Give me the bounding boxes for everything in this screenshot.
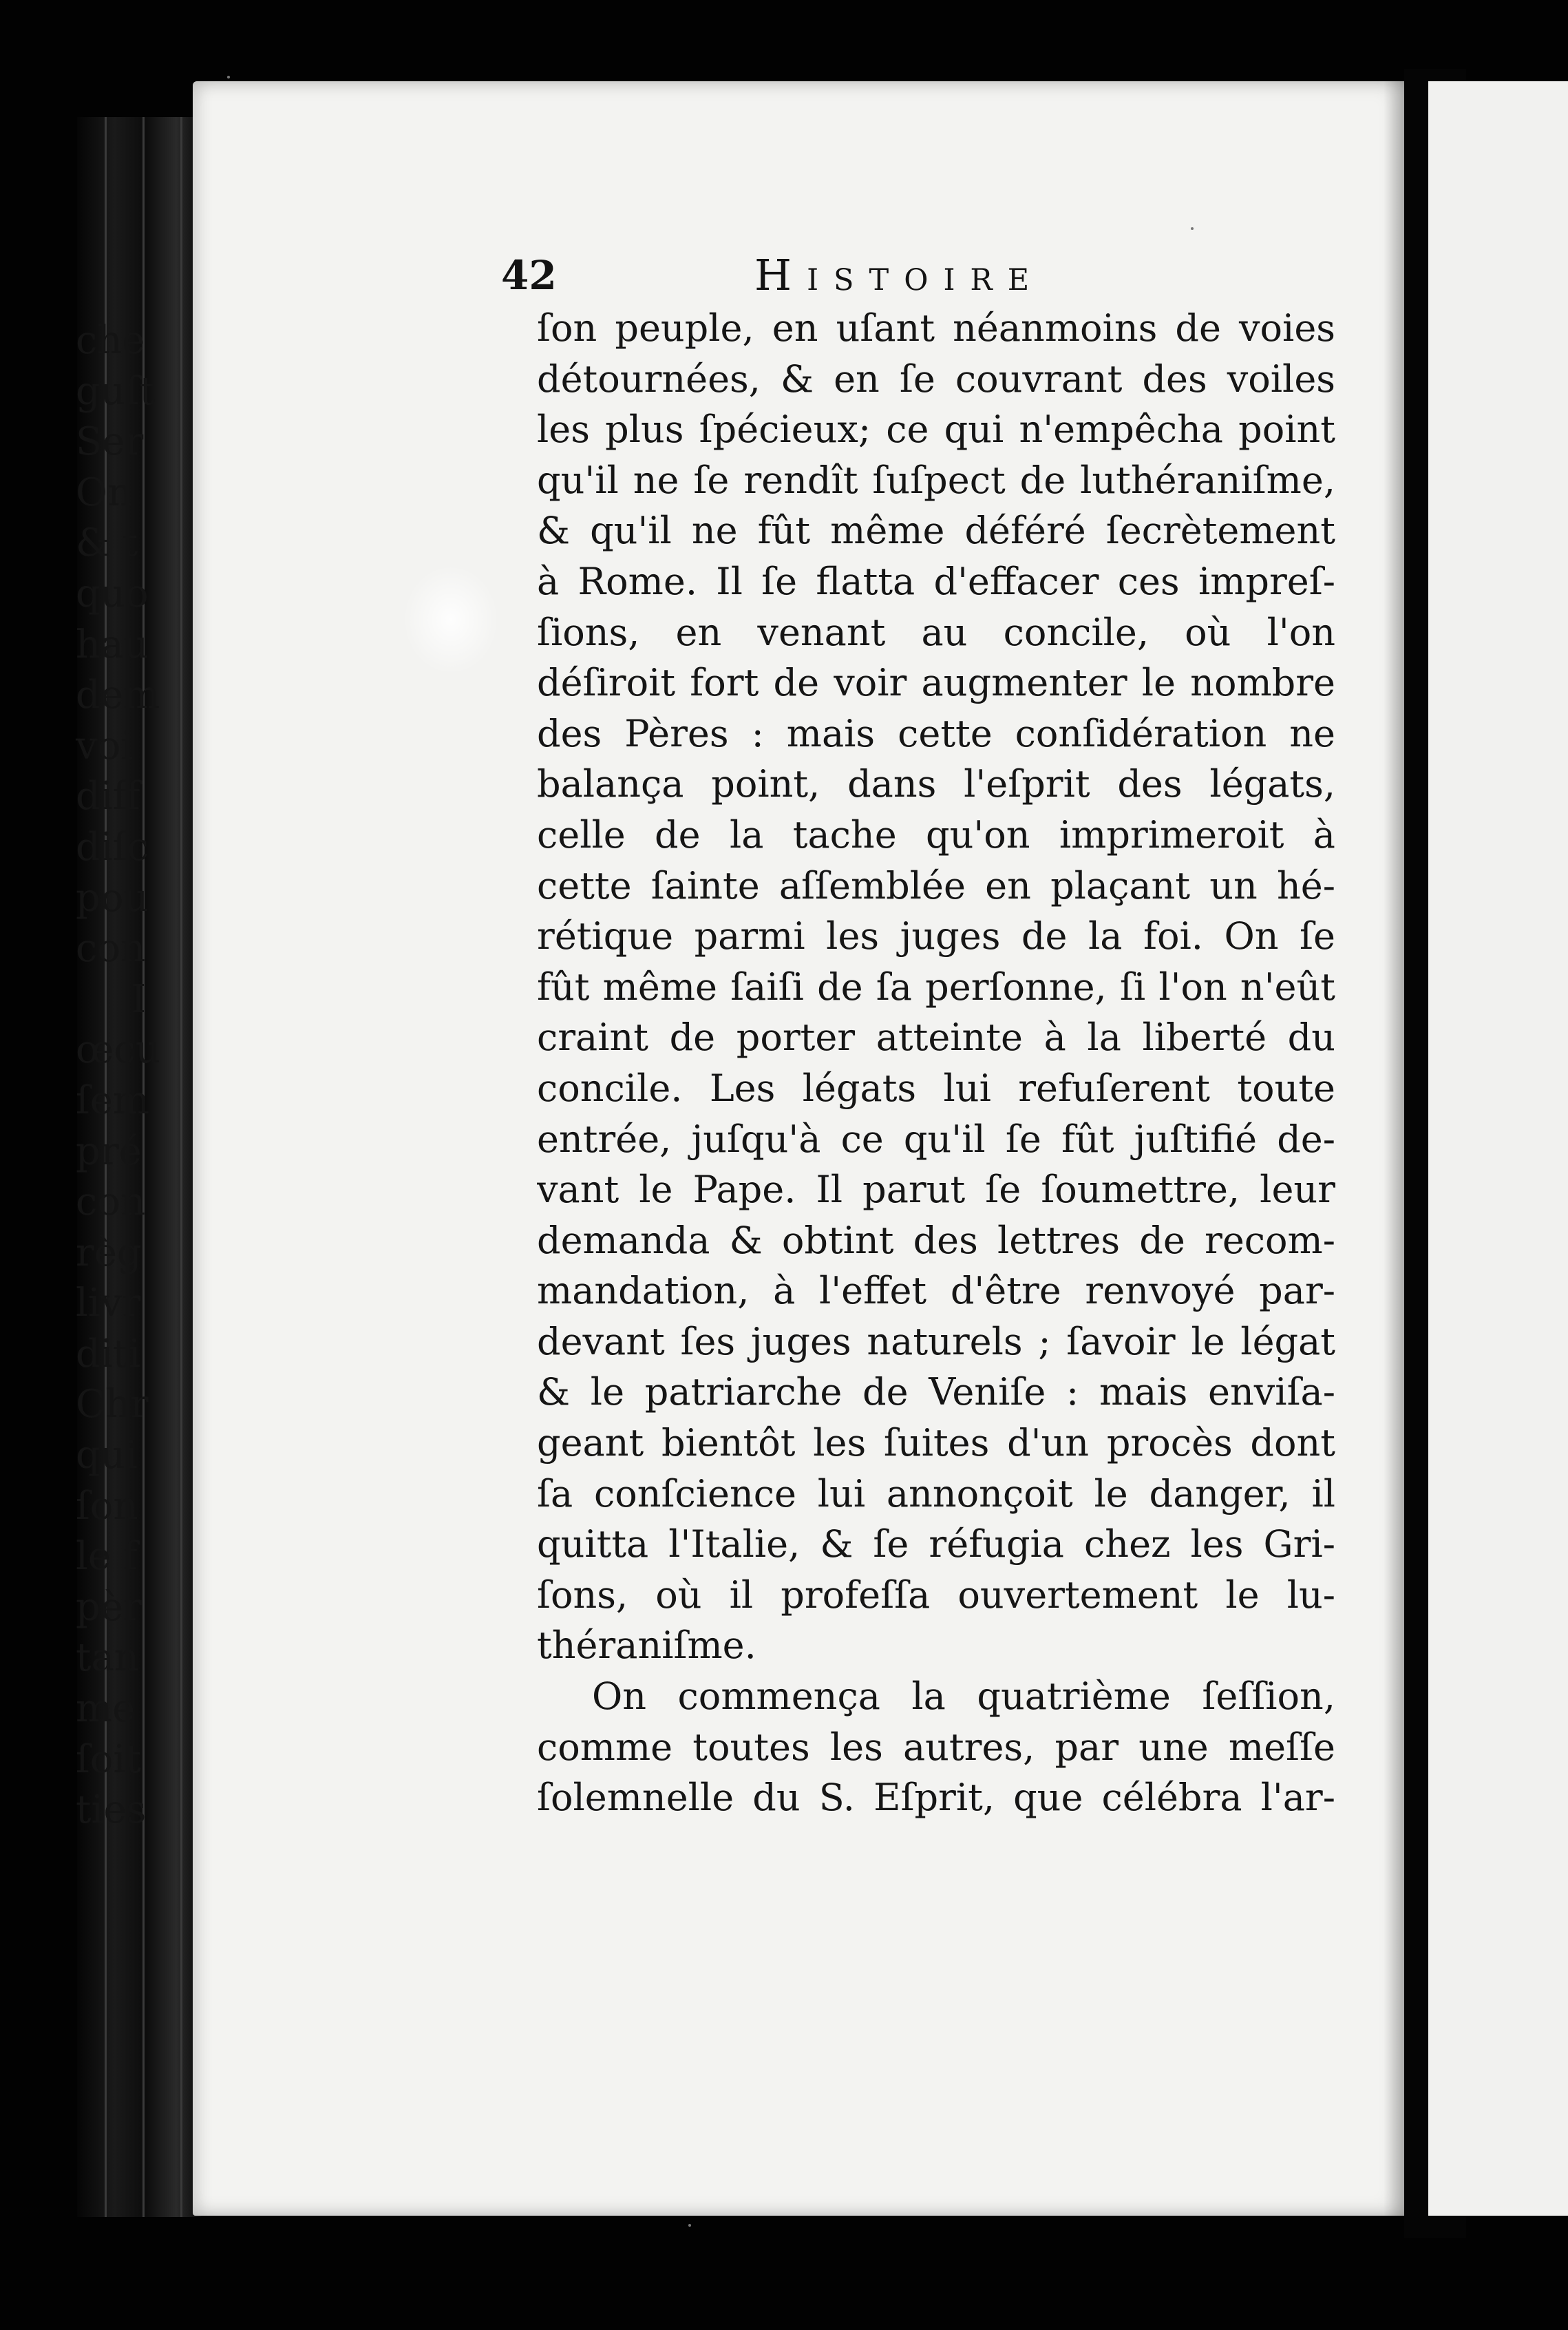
facing-page-text [76,315,160,1836]
facing-text-fragment: tan [76,1635,139,1681]
dust-speck [227,76,230,78]
text-line: rétique parmi les juges de la foi. On ſe [537,914,1335,958]
text-line: concile. Les légats lui refuſerent toute [537,1066,1335,1110]
text-line: demanda & obtint des lettres de recom- [537,1218,1335,1262]
facing-text-fragment: quo [76,571,149,616]
text-line: craint de porter atteinte à la liberté du [537,1016,1335,1060]
text-line: fût même ſaiſi de ſa perſonne, ſi l'on n'eût [537,965,1335,1009]
text-line: geant bientôt les ſuites d'un procès dont [537,1421,1335,1465]
paragraph-end-line: théraniſme. [537,1624,756,1668]
facing-text-fragment: & t [76,521,138,566]
text-line: ſon peuple, en uſant néanmoins de voies [537,306,1335,350]
facing-page [1428,81,1568,2216]
text-line: comme toutes les autres, par une meſſe [537,1725,1335,1769]
facing-text-fragment: ſon [76,1483,138,1529]
facing-text-fragment: ties [76,1787,147,1833]
text-line: détournées, & en ſe couvrant des voiles [537,357,1335,401]
facing-text-fragment: diff [76,774,140,819]
facing-text-fragment: che [76,318,145,363]
facing-text-fragment: con [76,1179,146,1225]
facing-text-fragment: qui [76,1433,138,1478]
body-text [537,303,1335,1823]
facing-text-fragment: œcu [76,1027,160,1073]
text-line: entrée, juſqu'à ce qu'il ſe fût juſtifié de- [537,1117,1335,1161]
text-line: & qu'il ne fût même déféré ſecrètement [537,509,1335,553]
spine-edge-line [180,117,182,2217]
facing-text-fragment: me [76,1686,136,1732]
facing-text-fragment: pou [76,875,149,921]
page-number: 42 [501,252,557,299]
facing-text-fragment: Chr [76,1382,149,1427]
text-line: cette ſainte aſſemblée en plaçant un hé- [537,863,1335,907]
facing-text-fragment: pèr [76,1584,142,1630]
text-line: ſa conſcience lui annonçoit le danger, il [537,1471,1335,1515]
facing-text-fragment: guſt [76,368,156,414]
text-line: mandation, à l'effet d'être renvoyé par- [537,1269,1335,1313]
facing-text-fragment: hau [76,622,149,667]
facing-text-fragment: con [76,926,146,972]
running-title: Histoire [754,250,1045,300]
facing-text-fragment: I [131,976,147,1022]
text-line: devant ſes juges naturels ; ſavoir le légat [537,1319,1335,1363]
text-line: & le patriarche de Veniſe : mais enviſa- [537,1370,1335,1414]
facing-text-fragment: dem [76,673,160,718]
text-line: quitta l'Italie, & ſe réfugia chez les Gri- [537,1522,1335,1566]
facing-text-fragment: règ [76,1230,142,1275]
text-line: des Pères : mais cette conſidération ne [537,711,1335,755]
facing-text-fragment: ſem [76,1078,149,1123]
facing-text-fragment: livr [76,1281,141,1326]
facing-text-fragment: On [76,470,132,515]
dust-speck [688,2224,691,2227]
facing-text-fragment: diti [76,1331,141,1376]
facing-text-fragment: le f [76,1534,138,1579]
text-line: les plus ſpécieux; ce qui n'empêcha point [537,408,1335,452]
facing-text-fragment: Ser [76,419,144,465]
text-line: qu'il ne ſe rendît ſuſpect de luthéraniſme, [537,458,1335,502]
text-line: à Rome. Il ſe flatta d'effacer ces impreſ- [537,559,1335,603]
text-line: ſolemnelle du S. Eſprit, que célébra l'ar- [537,1776,1335,1820]
facing-text-fragment: voi [76,723,134,768]
text-line: déſiroit fort de voir augmenter le nombre [537,661,1335,705]
text-line: ſons, où il profeſſa ouvertement le lu- [537,1573,1335,1617]
text-line: balança point, dans l'eſprit des légats, [537,762,1335,806]
text-line: vant le Pape. Il parut ſe ſoumettre, leur [537,1168,1335,1212]
dust-speck [1191,227,1194,230]
text-line: celle de la tache qu'on imprimeroit à [537,812,1335,857]
facing-text-fragment: diſc [76,824,149,870]
facing-text-fragment: ſoit [76,1736,141,1782]
paper-stain [403,565,499,675]
page-header [501,248,1348,303]
paragraph-start-line: On commença la quatrième ſeſſion, [592,1675,1335,1719]
text-line: ſions, en venant au concile, où l'on [537,610,1335,654]
facing-text-fragment: pré [76,1129,142,1174]
